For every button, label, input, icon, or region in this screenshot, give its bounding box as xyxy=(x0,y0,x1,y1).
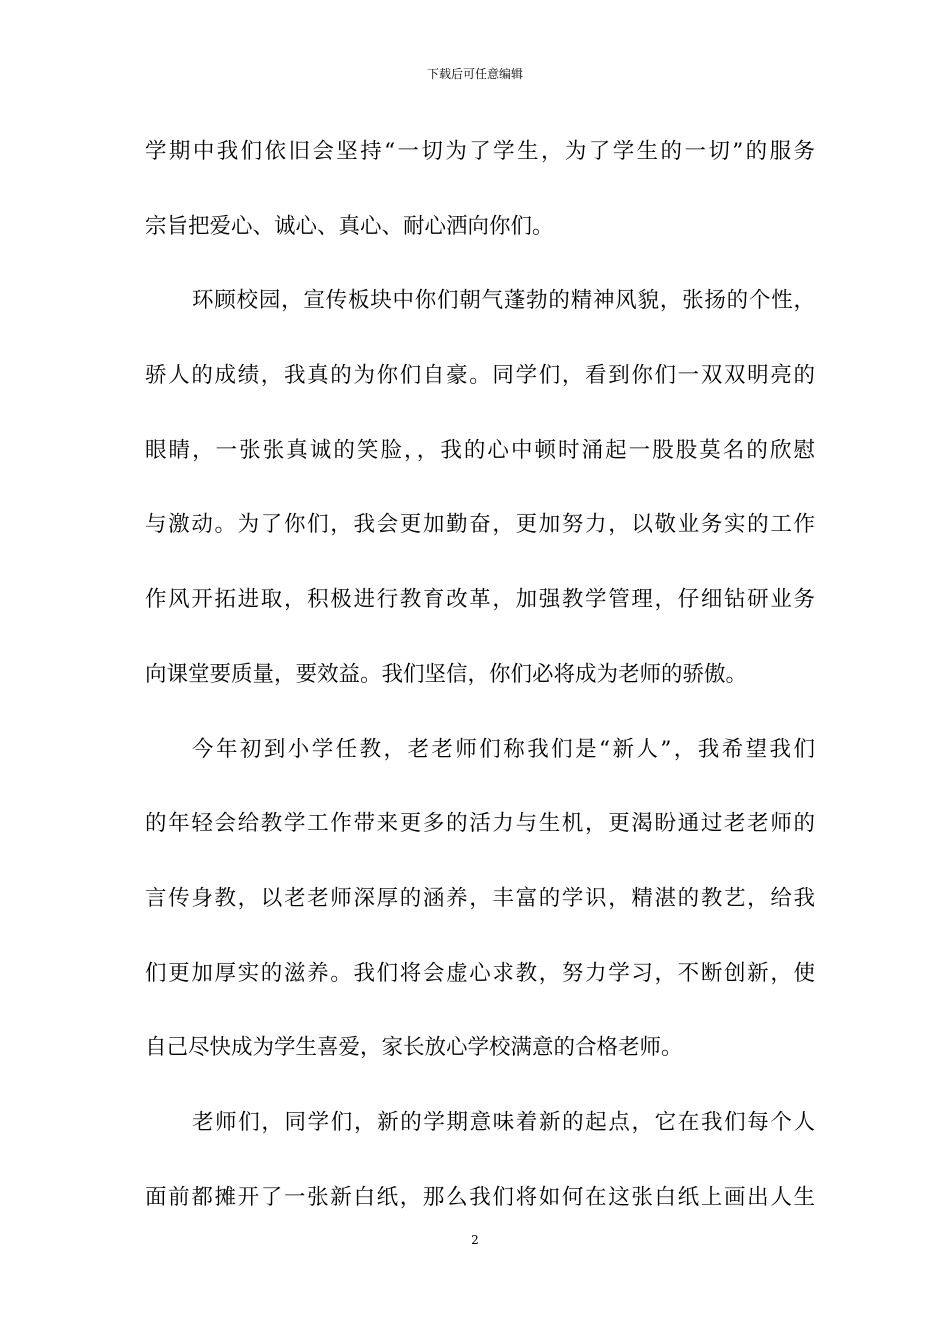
text-line: 眼睛，一张张真诚的笑脸，，我的心中顿时涌起一股股莫名的欣慰 xyxy=(145,437,815,463)
text-line: 作风开拓进取，积极进行教育改革，加强教学管理，仔细钻研业务 xyxy=(145,587,815,613)
text-line: 向课堂要质量，要效益。我们坚信，你们必将成为老师的骄傲。 xyxy=(145,661,748,687)
text-line: 与激动。为了你们，我会更加勤奋，更加努力，以敬业务实的工作 xyxy=(145,512,815,538)
page-header: 下载后可任意编辑 xyxy=(426,67,523,81)
text-line: 的年轻会给教学工作带来更多的活力与生机，更渴盼通过老老师的 xyxy=(145,811,815,837)
text-line: 言传身教，以老老师深厚的涵养，丰富的学识，精湛的教艺，给我 xyxy=(145,885,815,911)
text-line: 面前都摊开了一张新白纸，那么我们将如何在这张白纸上画出人生 xyxy=(145,1184,815,1210)
paragraph-first-line: 环顾校园，宣传板块中你们朝气蓬勃的精神风貌，张扬的个性， xyxy=(192,288,815,314)
paragraph-first-line: 老师们，同学们，新的学期意味着新的起点，它在我们每个人 xyxy=(192,1109,815,1135)
document-body xyxy=(145,130,815,1250)
text-line: 自己尽快成为学生喜爱，家长放心学校满意的合格老师。 xyxy=(145,1035,683,1061)
text-line: 骄人的成绩，我真的为你们自豪。同学们，看到你们一双双明亮的 xyxy=(145,363,815,389)
text-line: 们更加厚实的滋养。我们将会虚心求教，努力学习，不断创新，使 xyxy=(145,960,815,986)
text-line: 学期中我们依旧会坚持“一切为了学生，为了学生的一切”的服务 xyxy=(145,139,815,164)
paragraph-first-line: 今年初到小学任教，老老师们称我们是“新人”，我希望我们 xyxy=(192,736,815,762)
page-number: 2 xyxy=(471,1233,479,1247)
text-line: 宗旨把爱心、诚心、真心、耐心洒向你们。 xyxy=(145,213,554,239)
